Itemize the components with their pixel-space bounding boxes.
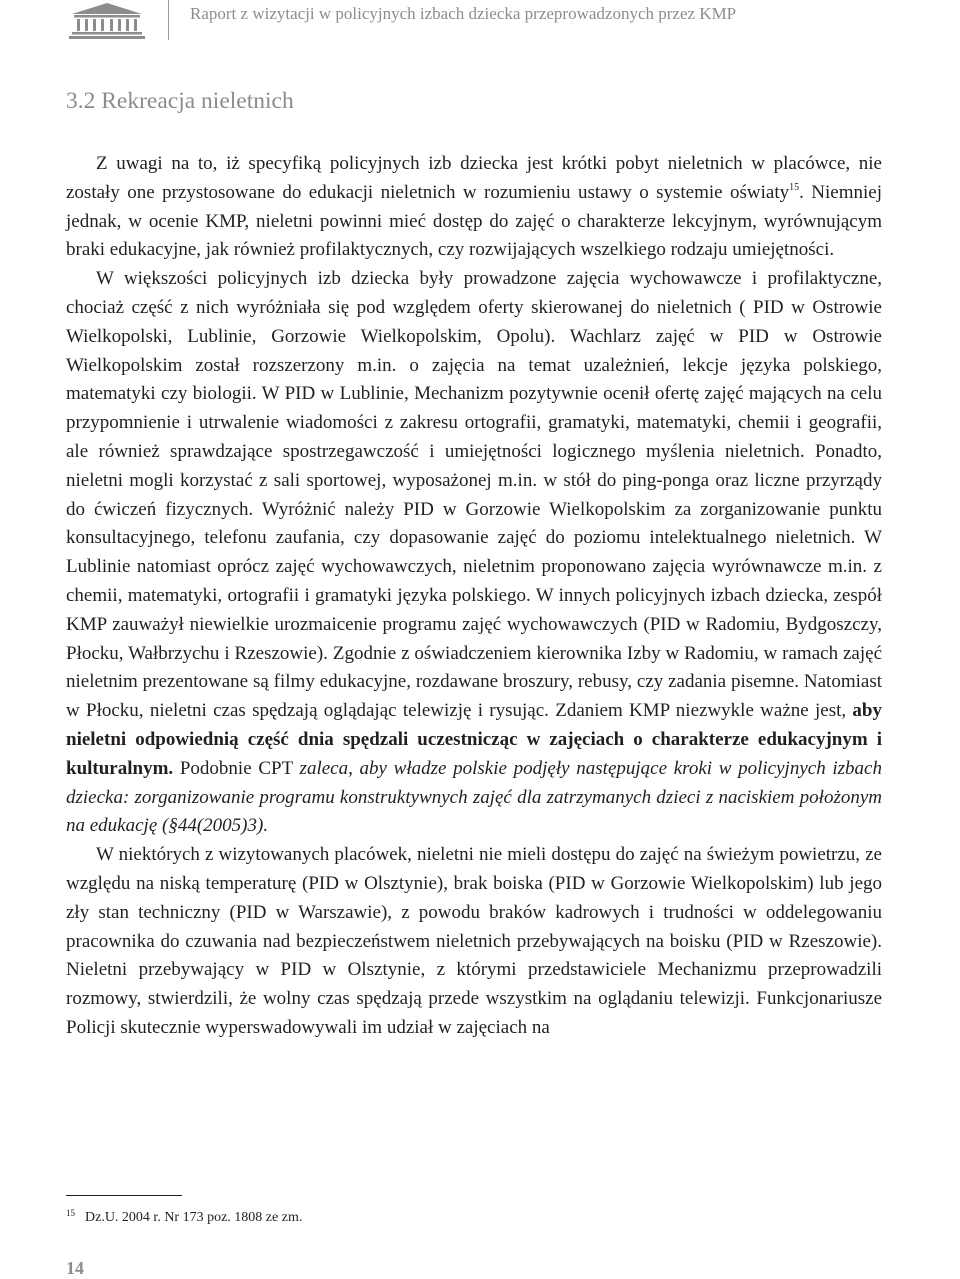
paragraph-1 (66, 150, 882, 265)
footnote-text: Dz.U. 2004 r. Nr 173 poz. 1808 ze zm. (85, 1210, 303, 1225)
body-text (66, 150, 882, 1043)
footnote-reference: 15 (789, 181, 800, 193)
paragraph-2-bold-text: aby nieletni odpowiednią część dnia spędzali uczestnicząc w zajęciach o charakterze edukacyjnym i kulturalnym. (66, 700, 882, 779)
paragraph-1-text-b: . Niemniej jednak, w ocenie KMP, nieletni powinni mieć dostęp do zajęć o charakterze lekcyjnym, wyrównującym braki edukacyjne, jak również profilaktycznych, czy rozwijających wszelkiego rodzaju umiejętności. (66, 181, 882, 261)
paragraph-2 (66, 265, 882, 841)
institution-logo (66, 1, 148, 40)
section-title: 3.2 Rekreacja nieletnich (66, 88, 294, 114)
paragraph-1-text-a: Z uwagi na to, iż specyfiką policyjnych izb dziecka jest krótki pobyt nieletnich w placówce, nie zostały one przystosowane do edukacji nieletnich w rozumieniu ustawy o systemie oświaty (66, 153, 882, 203)
running-head: Raport z wizytacji w policyjnych izbach dziecka przeprowadzonych przez KMP (190, 4, 737, 23)
footnote-number: 15 (66, 1208, 75, 1218)
footnote (66, 1208, 302, 1226)
paragraph-2-italic-quote: zaleca, aby władze polskie podjęły następujące kroki w policyjnych izbach dziecka: zorganizowanie programu konstruktywnych zajęć dla zatrzymanych dzieci z naciskiem położonym na edukację (§44(2005)3). (66, 757, 882, 837)
page-number: 14 (66, 1258, 84, 1278)
paragraph-3: W niektórych z wizytowanych placówek, nieletni nie mieli dostępu do zajęć na świeżym powietrzu, ze względu na niską temperaturę (PID w Olsztynie), brak boiska (PID w Gorzowie Wielkopolskim) lub jego zły stan techniczny (PID w Warszawie), z powodu braków kadrowych i trudności w oddelegowaniu pracownika do czuwania nad bezpieczeństwem nieletnich przebywających na boisku (PID w Rzeszowie). Nieletni przebywający w PID w Olsztynie, z którymi przedstawiciele Mechanizmu przeprowadzili rozmowy, stwierdzili, że wolny czas spędzają przede wszystkim na oglądaniu telewizji. Funkcjonariusze Policji skutecznie wyperswadowywali im udział w zajęciach na (66, 844, 882, 1038)
header-divider (168, 0, 169, 40)
paragraph-2-text-b: Podobnie CPT (173, 757, 300, 779)
paragraph-2-text-a: W większości policyjnych izb dziecka były prowadzone zajęcia wychowawcze i profilaktyczne, chociaż część z nich wyróżniała się pod względem oferty skierowanej do nieletnich ( PID w Ostrowie Wielkopolski, Lublinie, Gorzowie Wielkopolskim, Opolu). Wachlarz zajęć w PID w Ostrowie Wielkopolskim został rozszerzony m.in. o zajęcia na temat uzależnień, lekcje języka polskiego, matematyki czy biologii. W PID w Lublinie, Mechanizm pozytywnie ocenił ofertę zajęć mających na celu przypomnienie i utrwalenie wiadomości z zakresu ortografii, gramatyki, matematyki, chemii i geografii, ale również sprawdzające spostrzegawczość i umiejętności logicznego myślenia nieletnich. Ponadto, nieletni mogli korzystać z sali sportowej, wyposażonej m.in. w stół do ping-ponga oraz liczne przyrządy do ćwiczeń fizycznych. Wyróżnić należy PID w Gorzowie Wielkopolskim za zorganizowanie punktu konsultacyjnego, telefonu zaufania, czy dopasowanie zajęć do poziomu intelektualnego nieletnich. W Lublinie natomiast oprócz zajęć wychowawczych, nieletnim proponowano zajęcia wyrównawcze m.in. z chemii, matematyki, ortografii i gramatyki języka polskiego. W innych policyjnych izbach dziecka, zespół KMP zauważył niewielkie urozmaicenie programu zajęć wychowawczych (PID w Radomiu, Bydgoszczy, Płocku, Wałbrzychu i Rzeszowie). Zgodnie z oświadczeniem kierownika Izby w Radomiu, w ramach zajęć nieletnim prezentowane są filmy edukacyjne, rozdawane broszury, rebusy, czy zadania pisemne. Natomiast w Płocku, nieletni czas spędzają oglądając telewizję i rysując. Zdaniem KMP niezwykle ważne jest, (66, 268, 882, 722)
footnote-divider (66, 1195, 182, 1196)
